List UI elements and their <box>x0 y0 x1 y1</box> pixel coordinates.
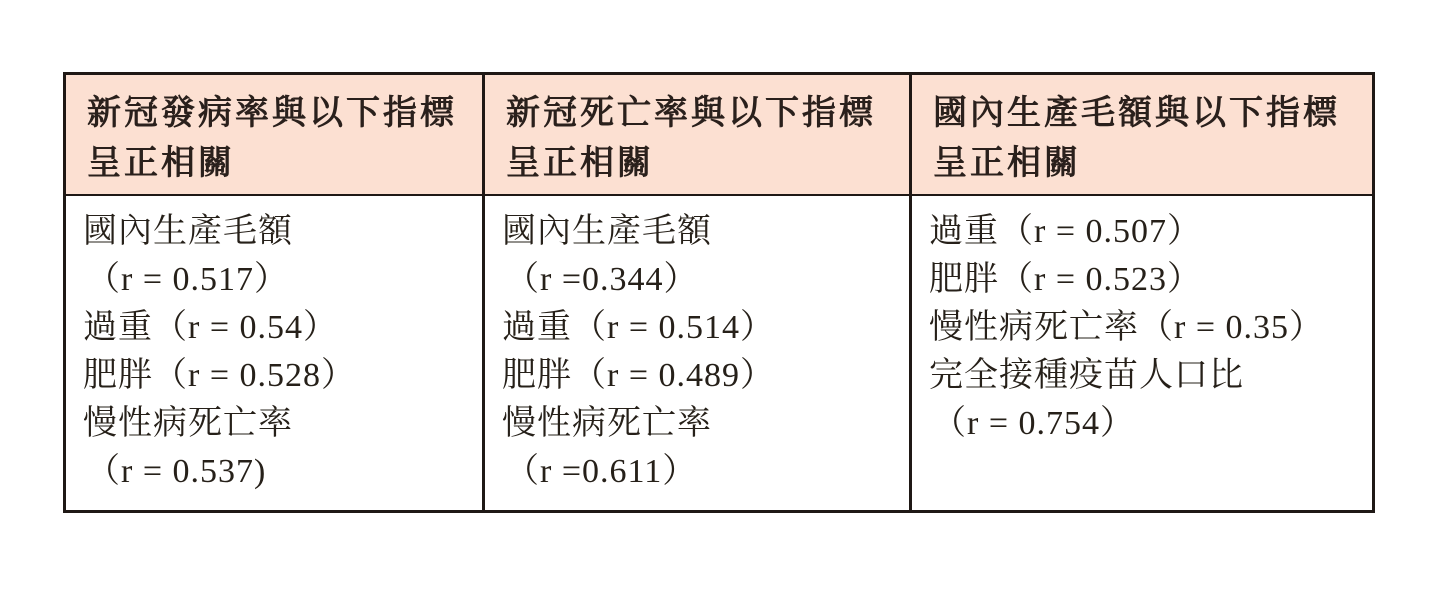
cell-line: 過重（r = 0.514） <box>502 309 775 346</box>
cell-line: 肥胖（r = 0.523） <box>929 261 1202 298</box>
cell-line: 肥胖（r = 0.489） <box>502 357 775 394</box>
cell-line: 慢性病死亡率 <box>83 405 293 442</box>
cell-line: （r =0.344） <box>505 261 699 298</box>
body-cell-covid-incidence <box>66 196 485 510</box>
header-text: 新冠發病率與以下指標呈正相關 <box>87 94 457 182</box>
cell-line: 完全接種疫苗人口比 <box>929 357 1244 394</box>
table-body-row <box>66 196 1372 510</box>
cell-line: 慢性病死亡率（r = 0.35） <box>929 309 1324 346</box>
cell-line: （r =0.611） <box>505 453 698 490</box>
cell-line: （r = 0.517） <box>86 261 289 298</box>
correlation-table <box>63 72 1375 513</box>
header-text: 國內生產毛額與以下指標呈正相關 <box>933 94 1340 182</box>
body-cell-gdp <box>912 196 1372 510</box>
cell-line: （r = 0.537) <box>86 453 267 490</box>
header-cell-gdp <box>912 75 1372 196</box>
cell-line: 國內生產毛額 <box>502 213 712 250</box>
cell-line: 過重（r = 0.507） <box>929 213 1202 250</box>
header-text: 新冠死亡率與以下指標呈正相關 <box>506 94 876 182</box>
header-cell-covid-incidence <box>66 75 485 196</box>
header-cell-covid-mortality <box>485 75 912 196</box>
table-header-row <box>66 75 1372 196</box>
cell-line: （r = 0.754） <box>932 405 1135 442</box>
body-cell-covid-mortality <box>485 196 912 510</box>
cell-line: 肥胖（r = 0.528） <box>83 357 356 394</box>
cell-line: 國內生產毛額 <box>83 213 293 250</box>
cell-line: 過重（r = 0.54） <box>83 309 338 346</box>
cell-line: 慢性病死亡率 <box>502 405 712 442</box>
